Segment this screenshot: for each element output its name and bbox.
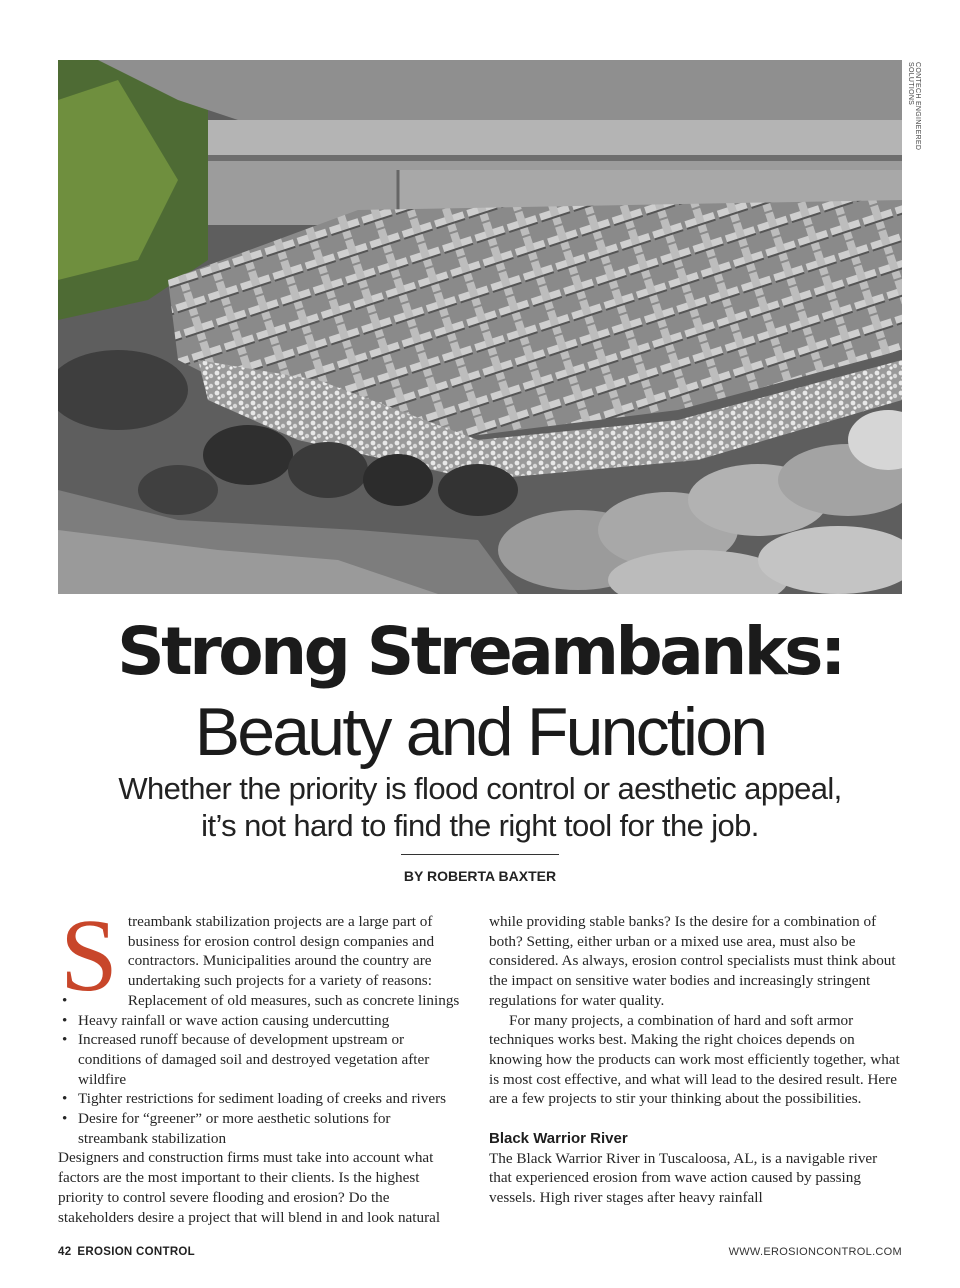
list-item: • Replacement of old measures, such as concrete linings [58, 991, 464, 1011]
hero-photo [58, 60, 902, 594]
list-item: • Increased runoff because of development upstream or conditions of damaged soil and destroyed vegetation after wildfire [58, 1030, 464, 1089]
intro-paragraph: treambank stabilization projects are a large part of business for erosion control design companies and contractors. Municipalities around the country are undertaking such projects for a variety of reasons: [127, 913, 435, 990]
list-item: • Heavy rainfall or wave action causing undercutting [58, 1011, 464, 1031]
photo-credit: CONTECH ENGINEERED SOLUTIONS [907, 62, 921, 151]
footer-folio [58, 1246, 195, 1258]
deck-line-1: Whether the priority is flood control or aesthetic appeal, [118, 771, 842, 806]
publication-name: EROSION CONTROL [77, 1246, 195, 1258]
body-paragraph: Designers and construction firms must take into account what factors are the most important to their clients. Is the highest priority to control severe flooding and erosion? Do the stakeholders desire a project that will blend in and look natural [58, 1149, 441, 1226]
article-deck [80, 770, 880, 844]
deck-line-2: it’s not hard to find the right tool for the job. [201, 808, 759, 843]
list-item: • Tighter restrictions for sediment loading of creeks and rivers [58, 1089, 464, 1109]
drop-cap: S [60, 898, 118, 1013]
byline: BY ROBERTA BAXTER [403, 868, 557, 884]
page-number: 42 [58, 1246, 72, 1258]
footer-website: WWW.EROSIONCONTROL.COM [728, 1246, 902, 1258]
article-title: Strong Streambanks: [117, 613, 843, 690]
column-left [58, 898, 464, 1227]
body-paragraph: while providing stable banks? Is the desire for a combination of both? Setting, either urban or a mixed use area, must also be considered. As always, erosion control specialists must think about the impact on sensitive water bodies and increasingly stringent regulations for water quality. [489, 913, 896, 1009]
list-item: • Desire for “greener” or more aesthetic solutions for streambank stabilization [58, 1109, 464, 1148]
section-heading: Black Warrior River [489, 1130, 628, 1148]
article-subtitle: Beauty and Function [194, 694, 766, 770]
body-paragraph: The Black Warrior River in Tuscaloosa, AL, is a navigable river that experienced erosion from wave action caused by passing vessels. High river stages after heavy rainfall [489, 1149, 878, 1207]
byline-rule [401, 854, 559, 855]
body-paragraph: For many projects, a combination of hard and soft armor techniques works best. Making the right choices depends on knowing how the products can work most efficiently together, what is most cost effective, and what will lead to the desired result. Here are a few projects to stir your thinking about the possibilities. [489, 1011, 900, 1108]
column-right [489, 912, 903, 1208]
reasons-list [58, 991, 464, 1149]
